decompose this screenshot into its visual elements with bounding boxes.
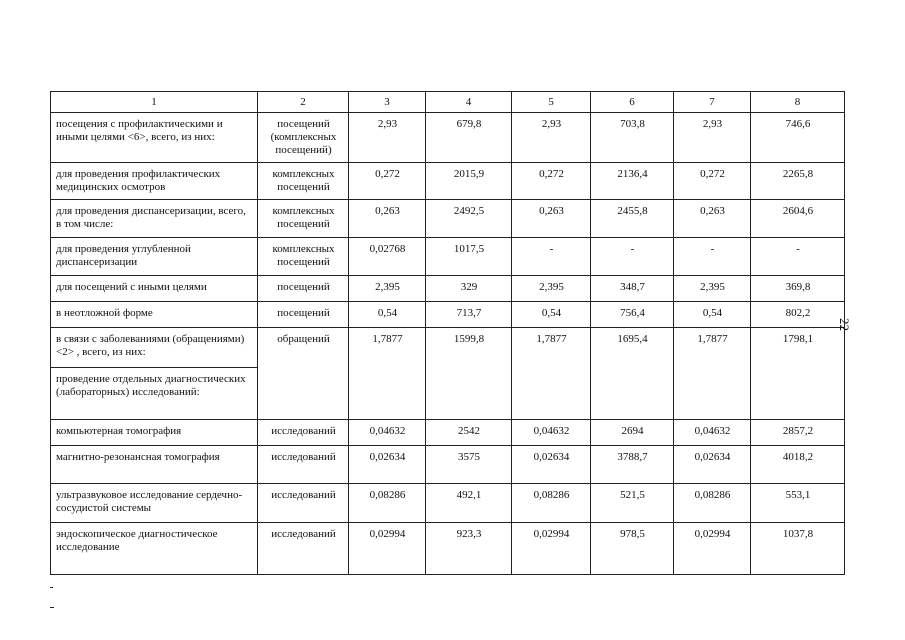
value-cell: - [512, 238, 591, 276]
value-cell: 0,54 [512, 302, 591, 328]
value-cell: 0,02634 [349, 446, 426, 484]
table-row [51, 276, 845, 302]
value-cell: 0,272 [512, 163, 591, 200]
row-unit: посещений [258, 302, 349, 328]
value-cell: 3575 [426, 446, 512, 484]
value-cell: 0,04632 [674, 420, 751, 446]
value-cell: 923,3 [426, 523, 512, 575]
value-cell: 1017,5 [426, 238, 512, 276]
value-cell: 0,263 [512, 200, 591, 238]
table-row [51, 420, 845, 446]
value-cell: 348,7 [591, 276, 674, 302]
row-unit: исследований [258, 484, 349, 523]
value-cell: 0,263 [674, 200, 751, 238]
value-cell: 2,395 [349, 276, 426, 302]
value-cell: 0,04632 [512, 420, 591, 446]
row-unit: комплексных посещений [258, 238, 349, 276]
value-cell: 0,02994 [349, 523, 426, 575]
value-cell: 0,272 [349, 163, 426, 200]
value-cell: 553,1 [751, 484, 845, 523]
column-header: 2 [258, 92, 349, 113]
value-cell: 2265,8 [751, 163, 845, 200]
value-cell: 0,54 [349, 302, 426, 328]
value-cell: 521,5 [591, 484, 674, 523]
value-cell: 2492,5 [426, 200, 512, 238]
value-cell: 2,93 [349, 113, 426, 163]
value-cell: 1,7877 [674, 328, 751, 420]
row-name: в неотложной форме [51, 302, 258, 328]
table-row [51, 446, 845, 484]
row-name: компьютерная томография [51, 420, 258, 446]
table-row [51, 328, 845, 368]
value-cell: 1798,1 [751, 328, 845, 420]
value-cell: 802,2 [751, 302, 845, 328]
column-header: 1 [51, 92, 258, 113]
table-row [51, 163, 845, 200]
value-cell: 2694 [591, 420, 674, 446]
value-cell: 0,02994 [674, 523, 751, 575]
value-cell: 1,7877 [349, 328, 426, 420]
value-cell: 1037,8 [751, 523, 845, 575]
row-name: эндоскопическое диагностическое исследование [51, 523, 258, 575]
value-cell: 0,08286 [512, 484, 591, 523]
value-cell: 492,1 [426, 484, 512, 523]
value-cell: - [751, 238, 845, 276]
row-name: ультразвуковое исследование сердечно-сосудистой системы [51, 484, 258, 523]
row-name: для проведения диспансеризации, всего, в том числе: [51, 200, 258, 238]
column-header: 8 [751, 92, 845, 113]
value-cell: 0,272 [674, 163, 751, 200]
value-cell: 3788,7 [591, 446, 674, 484]
value-cell: 1695,4 [591, 328, 674, 420]
column-header: 5 [512, 92, 591, 113]
column-header: 6 [591, 92, 674, 113]
row-name: для проведения углубленной диспансеризации [51, 238, 258, 276]
value-cell: 978,5 [591, 523, 674, 575]
value-cell: 703,8 [591, 113, 674, 163]
row-name: для проведения профилактических медицинских осмотров [51, 163, 258, 200]
value-cell: 0,263 [349, 200, 426, 238]
value-cell: 0,02634 [674, 446, 751, 484]
column-header: 7 [674, 92, 751, 113]
table-row [51, 113, 845, 163]
row-unit: исследований [258, 420, 349, 446]
value-cell: 2542 [426, 420, 512, 446]
row-unit: комплексных посещений [258, 163, 349, 200]
value-cell: 369,8 [751, 276, 845, 302]
value-cell: 4018,2 [751, 446, 845, 484]
value-cell: 0,08286 [349, 484, 426, 523]
column-number-row [51, 92, 845, 113]
value-cell: 0,04632 [349, 420, 426, 446]
row-name: магнитно-резонансная томография [51, 446, 258, 484]
table-row [51, 484, 845, 523]
value-cell: 1599,8 [426, 328, 512, 420]
value-cell: 2136,4 [591, 163, 674, 200]
row-name: проведение отдельных диагностических (лабораторных) исследований: [51, 368, 258, 420]
value-cell: 0,02634 [512, 446, 591, 484]
value-cell: 713,7 [426, 302, 512, 328]
row-unit: комплексных посещений [258, 200, 349, 238]
value-cell: 329 [426, 276, 512, 302]
table-row [51, 302, 845, 328]
row-unit: посещений [258, 276, 349, 302]
row-name: для посещений с иными целями [51, 276, 258, 302]
row-unit: посещений (комплексных посещений) [258, 113, 349, 163]
table-row [51, 523, 845, 575]
row-unit: исследований [258, 523, 349, 575]
value-cell: 2,395 [512, 276, 591, 302]
value-cell: - [591, 238, 674, 276]
value-cell: 2455,8 [591, 200, 674, 238]
scan-mark [50, 587, 53, 588]
value-cell: 0,02768 [349, 238, 426, 276]
value-cell: 756,4 [591, 302, 674, 328]
column-header: 4 [426, 92, 512, 113]
row-unit: исследований [258, 446, 349, 484]
row-name: посещения с профилактическими и иными целями <6>, всего, из них: [51, 113, 258, 163]
page-number: 22 [837, 318, 852, 331]
value-cell: - [674, 238, 751, 276]
value-cell: 746,6 [751, 113, 845, 163]
value-cell: 2,395 [674, 276, 751, 302]
row-unit: обращений [258, 328, 349, 420]
value-cell: 0,08286 [674, 484, 751, 523]
value-cell: 2,93 [512, 113, 591, 163]
value-cell: 0,02994 [512, 523, 591, 575]
value-cell: 0,54 [674, 302, 751, 328]
value-cell: 2015,9 [426, 163, 512, 200]
column-header: 3 [349, 92, 426, 113]
value-cell: 2857,2 [751, 420, 845, 446]
value-cell: 2,93 [674, 113, 751, 163]
medical-care-volume-table [50, 91, 845, 575]
table-row [51, 238, 845, 276]
scan-mark [50, 607, 54, 608]
row-name: в связи с заболеваниями (обращениями) <2> , всего, из них: [51, 328, 258, 368]
table-row [51, 200, 845, 238]
value-cell: 1,7877 [512, 328, 591, 420]
value-cell: 679,8 [426, 113, 512, 163]
value-cell: 2604,6 [751, 200, 845, 238]
